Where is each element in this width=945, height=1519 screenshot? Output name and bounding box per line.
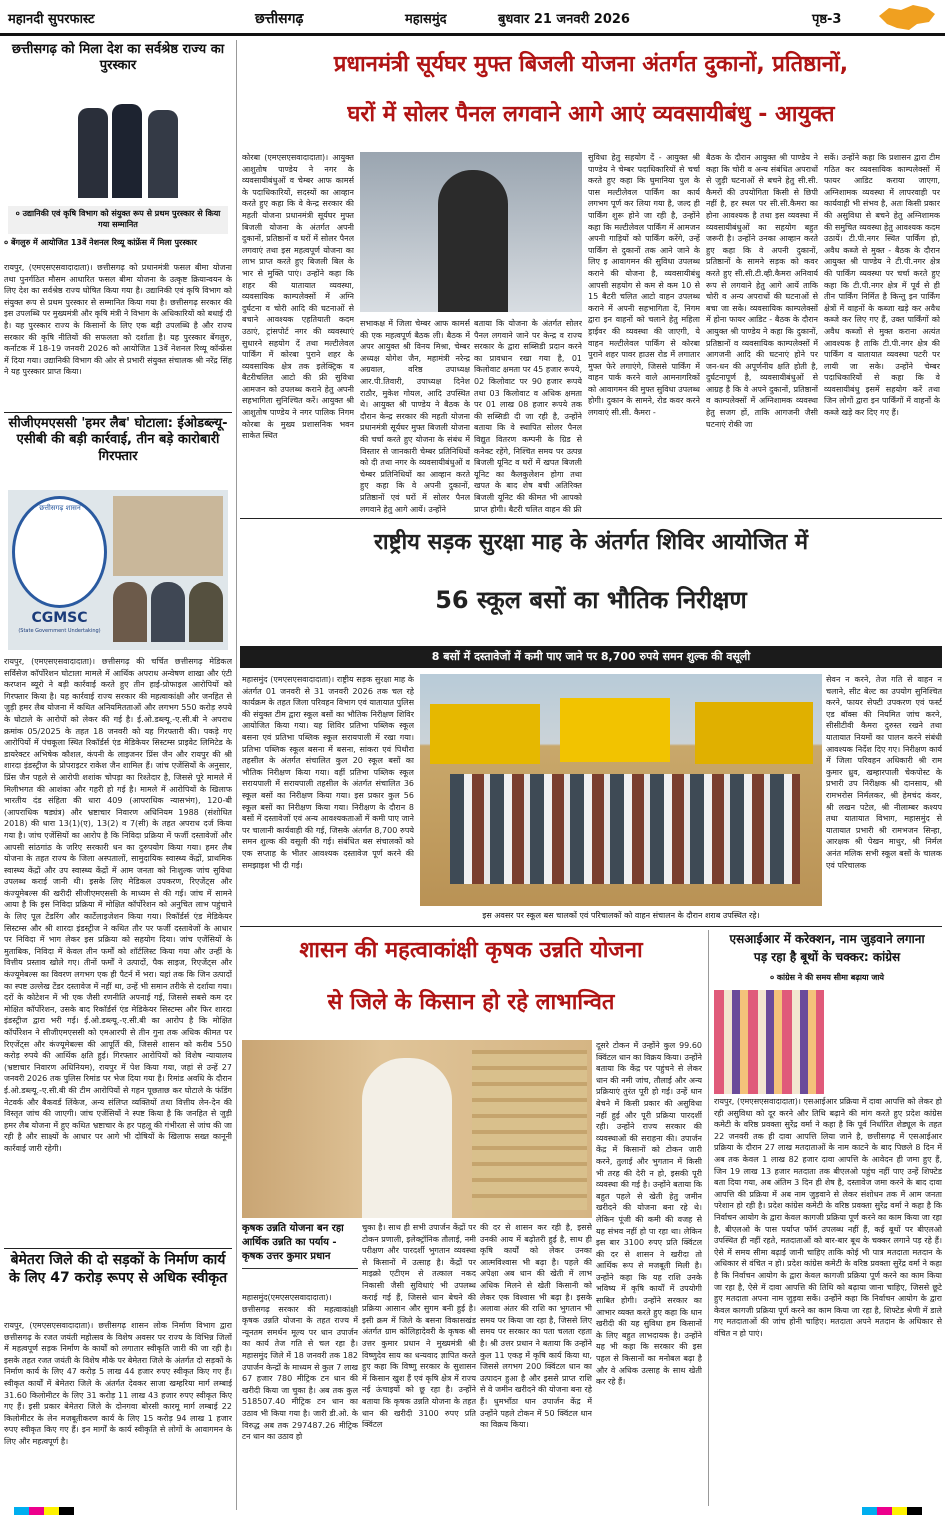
logo-sign-text: छत्तीसगढ़ शासन (39, 504, 81, 512)
school-bus (560, 698, 670, 762)
buses-photo (420, 674, 822, 906)
s1-title-text: छत्तीसगढ़ को मिला देश का सर्वश्रेष्ठ राज्य का पुरस्कार (11, 42, 225, 74)
farmer-photo (242, 1040, 592, 1218)
column-divider (708, 930, 709, 1506)
protest-photo (714, 990, 824, 1094)
roadsafety-col-1: महासमुंद (एमएसएसवादादाता)। राष्ट्रीय सड़क सुरक्षा माह के अंतर्गत 01 जनवरी से 31 जनवरी 2026 तक चल रहे कार्यक्रम के तहत जिला परिवहन विभाग एवं यातायात पुलिस की संयुक्त टीम द्वारा स्कूल बसों का भौतिक निरीक्षण शिविर आयोजित किया गया। यह शिविर प्रतिभा पब्लिक स्कूल बसना एवं प्रतिभा पब्लिक स्कूल सरायपाली में रखा गया। प्रतिभा पब्लिक स्कूल बसना में बसना, सांकरा एवं पिथौरा तहसील के अंतर्गत संचालित कुल 20 स्कूल बसों का भौतिक निरीक्षण किया गया। वहीं प्रतिभा पब्लिक स्कूल सरायपाली में सरायपाली तहसील के अंतर्गत संचालित 36 स्कूल बसों का निरीक्षण किया गया। इस प्रकार कुल 56 स्कूल बसों का निरीक्षण किया गया। निरीक्षण के दौरान 8 बसों में दस्तावेजों एवं अन्य आवश्यकताओं में कमी पाए जाने पर चालानी कार्यवाही की गई, जिसके अंतर्गत 8,700 रुपये समन शुल्क की वसूली की गई। संबंधित बस संचालकों को एक सप्ताह के भीतर आवश्यक दस्तावेज पूर्ण करने की समझाइश भी दी गई। (242, 675, 414, 870)
roadsafety-headline-1: राष्ट्रीय सड़क सुरक्षा माह के अंतर्गत शिविर आयोजित में (373, 530, 809, 555)
roadsafety-caption: इस अवसर पर स्कूल बस चालकों एवं परिचालकों को वाहन संचालन के दौरान शराब उपस्थित रहे। (482, 911, 760, 920)
divider (4, 1248, 232, 1249)
person-figure (112, 104, 142, 198)
suryaghar-col-3: बताया कि योजना के अंतर्गत सोलर पैनल लगवाने जाने पर केन्द्र व राज्य सरकार के द्वारा सब्सिडी प्रदान करने का प्रावधान रखा गया है, 01 किलोवाट क्षमता पर 45 हजार रूपये, 02 किलोवाट पर 90 हजार रूपये तथा 03 किलोवाट व अधिक क्षमता पर 01 लाख 08 हजार रूपये तक की सब्सिडी दी जा रही है, उन्होंने बताया कि वे स्थापित सोलर पैनल विद्युत वितरण कम्पनी के ग्रिड से कनेक्ट रहेंगे, निश्चित समय पर उत्पन्न बिजली यूनिट व घरों में खपत बिजली यूनिट का कैलकुलेशन होगा तथा खपत के बाद शेष बची अतिरिक्त बिजली यूनिट की कीमत भी आपको प्राप्त होगी। बैटरी चलित वाहन की फ्री (474, 319, 582, 514)
s3-body: रायपुर, (एमएसएसवादादाता)। छत्तीसगढ़ शासन लोक निर्माण विभाग द्वारा छत्तीसगढ़ के रजत जयंती महोत्सव के विशेष अवसर पर राज्य के विभिन्न जिलों में महत्वपूर्ण सड़क निर्माण के कार्यों को लगातार स्वीकृति जारी की जा रही है। इसके तहत रजत जयंती के विशेष मौके पर बेमेतरा जिले के अंतर्गत दो सड़कों के निर्माण कार्य के लिए 47 करोड़ 5 लाख 44 हजार रुपए स्वीकृत किए गए हैं। स्वीकृत कार्यों में बेमेतरा जिले के अंतर्गत देवकर साजा खम्हरिया मार्ग लम्बाई 31.60 किलोमीटर के लिए 31 करोड़ 11 लाख 43 हजार रुपए स्वीकृत किए गए हैं। इसी प्रकार बेमेतरा जिले के दोनगवा बोरसी कारमू मार्ग लम्बाई 22 किलोमीटर के लेन मजबूतीकरण कार्य के लिए 15 करोड़ 94 लाख 1 हजार रुपए स्वीकृत किए गए हैं। इन मार्गों के कार्य स्वीकृति से लोगों के आवागमन के लिए और महत्वपूर्ण है। (4, 1321, 232, 1446)
page-number: पृष्ठ-3 (812, 12, 842, 27)
divider (240, 518, 942, 519)
krishak-col-3: की दर से शासन कर रही है, इससे उनकी आय में बढ़ोतरी हुई है, साथ ही कृषि कार्यों को लेकर उनका आत्मविश्वास भी बढ़ा है। पहले की अपेक्षा अब धान की खेती में लाभ अधिक मिलने से खेती किसानी को लेकर एक विश्वास भी बढ़ा है। इसके अलावा अंतर की राशि का भुगतान भी समय पर किया जा रहा है, जिससे लिए समय पर सरकार का पता चलता रहता है। श्री उत्तर प्रधान ने बताया कि उन्होंने कुल 11 एकड़ में कृषि कार्य किया था, जिससे लगभग 200 क्विंटल धान का उत्पादन हुआ है और इससे प्राप्त राशि से वे जमीन खरीदने की योजना बना रहे हैं। धुमभाँठा धान उपार्जन केंद्र में उन्होंने पहले टोकन में 50 क्विंटल धान का विक्रय किया। (480, 1223, 592, 1430)
suryaghar-headline-1: प्रधानमंत्री सूर्यघर मुफ्त बिजली योजना अंतर्गत दुकानों, प्रतिष्ठानों, (333, 52, 849, 77)
column-divider (236, 40, 237, 1510)
cgmsc-logo-text: CGMSC (31, 610, 88, 626)
person-figure (148, 110, 178, 198)
crowd-figures (450, 774, 800, 884)
building-photo (113, 496, 223, 576)
krishak-col-4: दूसरे टोकन में उन्होंने कुल 99.60 क्विंटल धान का विक्रय किया। उन्होंने बताया कि केंद्र पर पहुंचने से लेकर धान की नमी जांच, तौलाई और अन्य प्रक्रियाएं तुरंत पूरी हो गई। उन्हें धान बेचने में किसी प्रकार की असुविधा नहीं हुई और पूरी प्रक्रिया पारदर्शी रही। उन्होंने राज्य सरकार की व्यवस्थाओं की सराहना की। उपार्जन केंद्र में किसानों को टोकन जारी करने, तुलाई और भुगतान में किसी भी तरह की देरी न हो, इसकी पूरी व्यवस्था की गई है। उन्होंने बताया कि बहुत पहले से खेती हेतु जमीन खरीदने की योजना बना रहे थे। लेकिन पूंजी की कमी की वजह से यह संभव नहीं हो पा रहा था। लेकिन इस बार 3100 रुपए प्रति क्विंटल की दर से शासन ने खरीदा तो आर्थिक रूप से मजबूती मिली है। उन्होंने कहा कि यह राशि उनके भविष्य में कृषि कार्यों में उपयोगी साबित होगी। उन्होंने सरकार का आभार व्यक्त करते हुए कहा कि धान खरीदी की यह सुविधा हम किसानों के लिए बहुत लाभदायक है। उन्होंने यह भी कहा कि सरकार की इस पहल से किसानों का मनोबल बढ़ा है और वे अधिक उत्साह के साथ खेती कर रहे हैं। (596, 1041, 702, 1387)
school-bus (695, 702, 813, 764)
suryaghar-col-5: बैठक के दौरान आयुक्त श्री पाण्डेय ने कहा कि चोरी व अन्य संबंधित अपराधों से जुड़ी घटनाओं से बचने हेतु सी.सी. कैमरों की उपयोगिता किसी से छिपी नहीं है, हर स्थल पर सी.सी.कैमरा का होना आवश्यक है तथा इस व्यवस्था में व्यवसायीबंधुओं का सहयोग बहुत जरूरी है। उन्होंने उनका आव्हान करते हुए कहा कि वे अपनी दुकानों, प्रतिष्ठानों के सामने सड़क को कवर करते हुए सी.सी.टी.व्ही.कैमरा अनिवार्य रूप से लगवाने हेतु आगे आयें ताकि चोरी व अन्य अपराधों की घटनाओं से बचा जा सके। व्यवसायिक काम्पलेक्सों में होना फायर आडिट - बैठक के दौरान आयुक्त श्री पाण्डेय ने कहा कि दुकानों, प्रतिष्ठानों व व्यवसायिक काम्पलेक्सों में आगजनी आदि की घटनाएं होने पर जन-धन की अपूर्णनीय क्षति होती है, दुर्घटनापूर्ण है, व्यवसायीबंधुओं से आग्रह है कि वे अपने दुकानों, प्रतिष्ठानों व काम्पलेक्सों में अग्निशामक व्यवस्था हेतु सजग हों, ताकि आगजनी जैसी घटनाएं रोकी जा (706, 153, 818, 429)
award-photo (8, 90, 228, 202)
divider (4, 412, 232, 413)
s1-title (4, 42, 232, 82)
accused-photo (189, 582, 223, 642)
s1-body: रायपुर, (एमएसएसवादादाता)। छत्तीसगढ़ को प्रधानमंत्री फसल बीमा योजना तथा पुनर्गठित मौसम आधारित फसल बीमा योजना के उत्कृष्ट क्रियान्वयन के लिए देश का सर्वश्रेष्ठ राज्य घोषित किया गया है। उद्यानिकी एवं कृषि विभाग को संयुक्त रूप से प्रथम पुरस्कार से सम्मानित किया गया है। छत्तीसगढ़ सरकार की इस उपलब्धि पर मुख्यमंत्री और कृषि मंत्री ने विभाग के अधिकारियों को बधाई दी है। यह पुरस्कार राज्य के किसानों के लिए एक बड़ी उपलब्धि है और राज्य सरकार की कृषि नीतियों की सफलता को दर्शाता है। यह पुरस्कार बेंगलुरु, कर्नाटक में 18-19 जनवरी 2026 को आयोजित 13वें नेशनल रिव्यू कॉन्फ्रेंस में दिया गया। उद्यानिकी विभाग की ओर से प्रभारी संयुक्त संचालक श्री नरेंद्र सिंह ने यह पुरस्कार प्राप्त किया। (4, 263, 232, 377)
chhattisgarh-map-icon (875, 2, 939, 32)
sir-headline-2: पड़ रहा है बूथों के चक्कर: कांग्रेस (753, 950, 901, 964)
s2-body: रायपुर, (एमएसएसवादादाता)। छत्तीसगढ़ की चर्चित छत्तीसगढ़ मेडिकल सर्विसेज कॉर्पोरेशन घोटाला मामले में आर्थिक अपराध अन्वेषण शाखा और एंटी करप्शन ब्यूरो ने बड़ी कार्रवाई करते हुए तीन हाई-प्रोफाइल आरोपियों को गिरफ्तार किया है। यह कार्रवाई राज्य सरकार की महत्वाकांक्षी और जनहित से जुड़ी हमर लैब योजना में कथित अनियमितताओं और लगभग 550 करोड़ रुपये के घोटाले के आरोपों को लेकर की गई है। ई.ओ.डब्ल्यू.-ए.सी.बी ने अपराध क्रमांक 05/2025 के तहत 18 जनवरी को यह गिरफ्तारी की। पकड़े गए आरोपियों में पंचकूला स्थित रिकॉर्डर्स एंड मेडिकेयर सिस्टम्स प्राइवेट लिमिटेड के डायरेक्टर अभिषेक कौशल, कंपनी के लाइजनर प्रिंस जैन और रायपुर की श्री शारदा इंडस्ट्रीज के प्रोपराइटर राकेश जैन शामिल हैं। जांच एजेंसियों के अनुसार, प्रिंस जैन पहले से आरोपी शशांक चोपड़ा का रिश्तेदार है, जिससे पूरे मामले में मिलीभगत की आशंका और गहरी हो गई है। मामले में आरोपियों के खिलाफ भारतीय दंड संहिता की धारा 409 (आपराधिक न्यासभंग), 120-बी (आपराधिक षड्यंत्र) और भ्रष्टाचार निवारण अधिनियम 1988 (संशोधित 2018) की धारा 13(1)(ए), 13(2) व 7(सी) के तहत अपराध दर्ज किया गया है। जांच एजेंसियों का आरोप है कि निविदा प्रक्रिया में फर्जी दस्तावेजों और आपसी सांठगांठ के जरिए सरकारी धन का दुरुपयोग किया गया। हमर लैब योजना के तहत राज्य के जिला अस्पतालों, सामुदायिक स्वास्थ्य केंद्रों, प्राथमिक स्वास्थ्य केंद्रों और उप स्वास्थ्य केंद्रों में आम जनता को निःशुल्क जांच सुविधा उपलब्ध कराई जानी थी। इसके लिए मेडिकल उपकरण, रिएजेंट्स और कंज्यूमेबल्स की खरीदी सीजीएमएससी के माध्यम से की गई। जांच में सामने आया है कि इस निविदा प्रक्रिया में मोक्षित कॉर्पोरेशन को अनुचित लाभ पहुंचाने के लिए पूल टेंडरिंग और कार्टेलाइजेशन किया गया। रिकॉर्डर्स एंड मेडिकेयर सिस्टम्स और श्री शारदा इंडस्ट्रीज ने कथित तौर पर फर्जी दस्तावेजों के आधार पर निविदा में भाग लेकर इस प्रक्रिया को सहयोग दिया। जांच एजेंसियों के मुताबिक, निविदा में केवल तीन फर्मों को शॉर्टलिस्ट किया गया और उन्हीं के वित्तीय प्रस्ताव खोले गए। तीनों फर्मों ने उत्पादों, पैक साइज, रिएजेंट्स और कंज्यूमेबल्स का विवरण लगभग एक ही पैटर्न में भरा। यहां तक कि जिन उत्पादों का स्पष्ट उल्लेख टेंडर दस्तावेज में नहीं था, उन्हें भी समान तरीके से दर्शाया गया। दरों के कोटेशन में भी एक जैसी रणनीति अपनाई गई, जिससे सबसे कम दर मोक्षित कॉर्पोरेशन, उसके बाद रिकॉर्डर्स एंड मेडिकेयर सिस्टम्स और फिर शारदा इंडस्ट्रीज द्वारा भरी गई। ई.ओ.डब्ल्यू.-ए.सी.बी का आरोप है कि मोक्षित कॉर्पोरेशन ने सीजीएमएससी को एमआरपी से तीन गुना तक अधिक कीमत पर रिएजेंट्स और कंज्यूमेबल्स की आपूर्ति की, जिससे शासन को करीब 550 करोड़ रुपये की आर्थिक क्षति हुई। गिरफ्तार आरोपियों को विशेष न्यायालय (भ्रष्टाचार निवारण अधिनियम), रायपुर में पेश किया गया, जहां से उन्हें 27 जनवरी 2026 तक पुलिस रिमांड पर भेज दिया गया है। रिमांड अवधि के दौरान ई.ओ.डब्ल्यू.-ए.सी.बी की टीम आरोपियों से गहन पूछताछ कर घोटाले के फंडिंग नेटवर्क और बैकवर्ड लिंकेज, अन्य संलिप्त व्यक्तियों तथा वित्तीय लेन-देन की विस्तृत जांच की जाएगी। जांच एजेंसियों ने स्पष्ट किया है कि जनहित से जुड़ी हमर लैब योजना में हुए कथित भ्रष्टाचार के हर पहलू की गंभीरता से जांच की जा रही है और साक्ष्यों के आधार पर आगे भी दोषियों के खिलाफ सख्त कानूनी कार्रवाई जारी रहेगी। (4, 657, 232, 1153)
sir-body-top (828, 990, 942, 1094)
region-name: छत्तीसगढ़ (255, 11, 304, 27)
krishak-headline-1: शासन की महत्वाकांक्षी कृषक उन्नति योजना (299, 938, 643, 963)
registration-colors (862, 1507, 922, 1515)
roadsafety-col-2: सेवन न करने, तेज गति से वाहन न चलाने, सीट बेल्ट का उपयोग सुनिश्चित करने, फायर सेफ्टी उपकरण एवं फर्स्ट एड बॉक्स की नियमित जांच करने, सीसीटीवी कैमरा दुरुस्त रखने तथा यातायात नियमों का पालन करने संबंधी आवश्यक निर्देश दिए गए। निरीक्षण कार्य में जिला परिवहन अधिकारी श्री राम कुमार ध्रुव, खम्हारपाली चेकपोस्ट के प्रभारी उप निरीक्षक श्री दानसाय, श्री रामभरोस निर्मलकर, श्री हेमचंद कंवर, श्री लखन पटेल, श्री नीलाम्बर कश्यप तथा यातायात विभाग, महासमुंद से यातायात प्रभारी श्री रामभजन सिन्हा, आरक्षक श्री पेखन माथुर, श्री निर्मल अनंत मलिक सभी स्कूल बसों के चालक एवं परिचालक (826, 675, 942, 870)
school-bus (430, 704, 540, 764)
accused-photo (151, 582, 185, 642)
sir-kicker: ० कांग्रेस ने की समय सीमा बढ़ाया जाये (769, 973, 885, 982)
krishak-col-1: महासमुंद(एमएसएसवादादाता)। छत्तीसगढ़ सरकार की महत्वाकांक्षी कृषक उन्नति योजना के तहत राज्य में न्यूनतम समर्थन मूल्य पर धान उपार्जन का कार्य तेज गति से चल रहा है। महासमुंद जिले में 18 जनवरी तक 182 उपार्जन केन्द्रों के माध्यम से कुल 7 लाख 67 हजार 780 मीट्रिक टन धान की खरीदी किया जा चुका है। अब तक कुल 518507.40 मीट्रिक टन धान का उठाव भी किया गया है। जारी डी.ओ. के विरुद्ध अब तक 297487.26 मीट्रिक टन धान का उठाव हो (242, 1293, 358, 1442)
roadsafety-headline-2: 56 स्कूल बसों का भौतिक निरीक्षण (435, 586, 747, 614)
s1-caption: ० उद्यानिकी एवं कृषि विभाग को संयुक्त रूप से प्रथम पुरस्कार से किया गया सम्मानित (8, 206, 228, 234)
suryaghar-col-1: कोरबा (एमएसएसवादादाता)। आयुक्त आशुतोष पाण्डेय ने नगर के व्यवसायीबंधुओं व चेम्बर आफ कामर्स के पदाधिकारियों, सदस्यों का आव्हान करते हुए कहा कि वे केन्द्र सरकार की महती योजना प्रधानमंत्री सूर्यघर मुफ्त बिजली योजना के अंतर्गत अपनी दुकानों, प्रतिष्ठानों व घरों में सोलर पैनल लगवाएं तथा इस महत्वपूर्ण योजना का लाभ प्राप्त करते हुए बिजली बिल के भार से मुक्ति पाएं। उन्होंने कहा कि शहर की यातायात व्यवस्था, व्यवसायिक काम्पलेक्सों में अग्नि दुर्घटना व चोरी आदि की घटनाओं से बचाने आवश्यक एहतियाती कदम उठाएं, ट्रांसपोर्ट नगर की व्यवस्थाएं सुधारने सहयोग दें तथा मल्टीलेवल पार्किंग में कोरबा पुराने शहर के व्यवसायिक क्षेत्र तक इलेक्ट्रिक व बैटरीचलित आटो की फ्री सुविधा आमजन को उपलब्ध कराने हेतु अपनी सहभागिता सुनिश्चित करें। आयुक्त श्री आशुतोष पाण्डेय ने नगर पालिक निगम कोरबा के मुख्य प्रशासनिक भवन साकेत स्थित (242, 153, 354, 441)
cgmsc-photo (8, 490, 228, 650)
s1-kicker: ० बेंगलुरु में आयोजित 13वें नेशनल रिव्यू कांफ्रेंस में मिला पुरस्कार (4, 238, 197, 247)
paper-name: महानदी सुपरफास्ट (8, 12, 95, 27)
s2-title: सीजीएमएससी 'हमर लैब' घोटाला: ईओडब्ल्यू-एसीबी की बड़ी कार्रवाई, तीन बड़े कारोबारी गिरफ्तार (8, 416, 228, 464)
commissioner-photo (360, 152, 582, 312)
krishak-headline-2: से जिले के किसान हो रहे लाभान्वित (327, 990, 615, 1015)
divider (240, 926, 942, 927)
paddy-sacks (472, 1050, 587, 1210)
krishak-col-2: चुका है। साथ ही सभी उपार्जन केंद्रों पर टोकन प्रणाली, इलेक्ट्रॉनिक तौलाई, नमी परीक्षण और पारदर्शी भुगतान व्यवस्था से किसानों में उत्साह है। केंद्रों पर माइक्रो एटीएम से तत्काल नकद निकासी जैसी सुविधाएं भी उपलब्ध कराई गई हैं, जिससे धान बेचने की प्रक्रिया आसान और सुगम बनी हुई है। इसी क्रम में जिले के बसना विकासखंड अंतर्गत ग्राम कोलिहादेवरी के कृषक श्री उत्तर कुमार प्रधान ने मुख्यमंत्री श्री विष्णुदेव साय का धन्यवाद ज्ञापित करते हुए कहा कि विष्णु सरकार के सुशासन में किसान खुश हैं एवं कृषि क्षेत्र में राज्य नई ऊंचाइयों को छू रहा है। उन्होंने बताया कि कृषक उन्नति योजना के तहत धान की खरीदी 3100 रुपए प्रति क्विंटल (362, 1223, 476, 1430)
sir-headline-1: एसआईआर में करेक्शन, नाम जुड़वाने लगाना (729, 932, 925, 946)
suryaghar-col-6: सकें। उन्होंने कहा कि प्रशासन द्वारा टीम गठित कर व्यवसायिक काम्पलेक्सों में फायर आडिट कराया जाएगा, अग्निशामक व्यवस्था में लापरवाही पर कार्यवाही भी संभव है, अतः किसी प्रकार की असुविधा से बचने हेतु अग्निशामक की समुचित व्यवस्था हेतु आवश्यक कदम उठायें। टी.पी.नगर स्थित पार्किंग हो, अवैध कब्जे से मुक्त - बैठक के दौरान आयुक्त श्री पाण्डेय ने टी.पी.नगर क्षेत्र की पार्किंग व्यवस्था पर चर्चा करते हुए कहा कि टी.पी.नगर क्षेत्र में पूर्व से ही तीन पार्किंग निर्मित है किन्तु इन पार्किंग क्षेत्रों में वाहनों के कब्जा खड़े कर अवैध कब्जे कर लिए गए हैं, उक्त पार्किंगों को अवैध कब्जों से मुक्त कराना अत्यंत आवश्यक है ताकि टी.पी.नगर क्षेत्र की पार्किंग व यातायात व्यवस्था पटरी पर लायी जा सके। उन्होंने चेम्बर पदाधिकारियों से कहा कि वे व्यवसायीबंधु इसमें सहयोग करें तथा जिन लोगों द्वारा इन पार्किंगों में वाहनों के कब्जे खड़े कर दिए गए हैं। (824, 153, 940, 418)
sir-body: रायपुर, (एमएसएसवादादाता)। एसआईआर प्रक्रिया में दावा आपत्ति को लेकर हो रही असुविधा को दूर करने और तिथि बढ़ाने की मांग करते हुए प्रदेश कांग्रेस कमेटी के वरिष्ठ प्रवक्ता सुरेंद्र वर्मा ने कहा है कि पूर्व निर्धारित शेड्यूल के तहत 22 जनवरी तक ही दावा आपत्ति लिया जाने है, छत्तीसगढ़ में एसआईआर प्रक्रिया के दौरान 27 लाख मतदाताओं के नाम काटने के बाद पिछले 8 दिन में अब तक केवल 1 लाख 82 हजार दावा आपत्ति के आवेदन ही जमा हुए हैं, जिन 19 लाख 13 हजार मतदाता तक बीएलओ पहुंच नहीं पाए उन्हें शिफ्टेड बता दिया गया, अब अंतिम 3 दिन ही शेष है, दस्तावेज जमा करने के बाद दावा आपत्ति की प्रक्रिया में अब नाम जुड़वाने से लेकर संशोधन तक में आम जनता परेशान हो रही है। प्रदेश कांग्रेस कमेटी के वरिष्ठ प्रवक्ता सुरेंद्र वर्मा ने कहा है कि निर्वाचन आयोग के द्वारा केवल कागजी प्रक्रिया पूर्ण करने का काम किया जा रहा है, बीएलओ के पास पर्याप्त फॉर्म उपलब्ध नहीं हैं, कई बूथों पर बीएलओ उपस्थित ही नहीं रहते, मतदाताओं को बार-बार बूथ के चक्कर लगाने पड़ रहे हैं। ऐसे में समय सीमा बढ़ाई जानी चाहिए ताकि कोई भी पात्र मतदाता मतदान के अधिकार से वंचित न हो। प्रदेश कांग्रेस कमेटी के वरिष्ठ प्रवक्ता सुरेंद्र वर्मा ने कहा है कि निर्वाचन आयोग के द्वारा केवल कागजी प्रक्रिया पूर्ण करने का काम किया जा रहा है, ऐसे में दावा आपत्ति की तिथि को बढ़ाया जाना चाहिए, जिससे छूटे हुए मतदाता अपना नाम जुड़वा सकें। उन्होंने कहा कि निर्वाचन आयोग के द्वारा केवल कागजी प्रक्रिया पूर्ण करने का काम किया जा रहा है, शिफ्टेड श्रेणी में डाले गए मतदाताओं की जांच होनी चाहिए। मतदाता अपने मतदान के अधिकार से वंचित न हो पाएं। (714, 1097, 942, 1338)
person-figure (438, 170, 508, 312)
city-name: महासमुंद (405, 12, 447, 27)
cgmsc-logo-sub: (State Government Undertaking) (18, 628, 101, 634)
suryaghar-headline-2: घरों में सोलर पैनल लगवाने आगे आएं व्यवसायीबंधु - आयुक्त (347, 102, 835, 127)
masthead (0, 0, 945, 36)
registration-colors (14, 1507, 74, 1515)
roadsafety-subhead: 8 बसों में दस्तावेजों में कमी पाए जाने पर 8,700 रुपये समन शुल्क की वसूली (240, 646, 942, 668)
issue-date: बुधवार 21 जनवरी 2026 (498, 12, 630, 27)
krishak-pullquote: कृषक उन्नति योजना बन रहा आर्थिक उन्नति का पर्याय - कृषक उत्तर कुमार प्रधान (242, 1222, 358, 1269)
suryaghar-col-2: सभाकक्ष में जिला चेम्बर आफ कामर्स की एक महत्वपूर्ण बैठक ली। बैठक में अपर आयुक्त श्री विनय मिश्रा, चेम्बर अध्यक्ष योगेश जैन, महामंत्री नरेन्द्र अग्रवाल, वरिष्ठ उपाध्यक्ष आर.पी.तिवारी, उपाध्यक्ष दिनेश राठौर, मुकेश गोयल, आदि उपस्थित थे। आयुक्त श्री पाण्डेय ने बैठक के दौरान केन्द्र सरकार की महती योजना प्रधानमंत्री सूर्यघर मुफ्त बिजली योजना की चर्चा करते हुए योजना के संबंध में विस्तार से जानकारी चेम्बर प्रतिनिधियों को दी तथा नगर के व्यवसायीबंधुओं व चेम्बर प्रतिनिधियों का आव्हान करते हुए कहा कि वे अपनी दुकानों, प्रतिष्ठानों एवं घरों में सोलर पैनल लगवाने हेतु आगे आयें। उन्होंने (360, 319, 470, 514)
person-figure (78, 108, 108, 198)
accused-photo (113, 582, 147, 642)
s3-title: बेमेतरा जिले की दो सड़कों के निर्माण कार्य के लिए 47 करोड़ रूपए से अधिक स्वीकृत (8, 1252, 228, 1286)
suryaghar-col-4: सुविधा हेतु सहयोग दें - आयुक्त श्री पाण्डेय ने चेम्बर पदाधिकारियों से चर्चा करते हुए कहा कि घुमानिया पुल के पास मल्टीलेवल पार्किंग का कार्य लगभग पूर्ण कर लिया गया है, जल्द ही पार्किंग शुरू होने जा रही है, उन्होंने कहा कि मल्टीलेवल पार्किंग में आमजन अपनी गाड़ियों को पार्किंग करेंगे, उन्हें पार्किंग से दुकानों तक आने जाने के लिए इ आवागमन की सुविधा उपलब्ध कराने की योजना है, व्यवसायीबंधु आपसी सहयोग से कम से कम 10 से 15 बैटरी चलित आटो वाहन उपलब्ध कराने में अपनी सहभागिता दें, निगम द्वारा इन वाहनों को चलाने हेतु महिला ड्राईवर की व्यवस्था की जाएगी, ये वाहन मल्टीलेवल पार्किंग से कोरबा पुराने शहर पावर हाउस रोड में लगातार मुफ्त फेरे लगाएंगे, जिससे पार्किंग में वाहन पार्क करने वाले आमनागरिकों को आवागमन की मुफ्त सुविधा उपलब्ध होगी। दुकान के सामने, रोड कवर करने लगवाएं सी.सी. कैमरा - (588, 153, 700, 418)
farmer-figure (362, 1058, 452, 1218)
